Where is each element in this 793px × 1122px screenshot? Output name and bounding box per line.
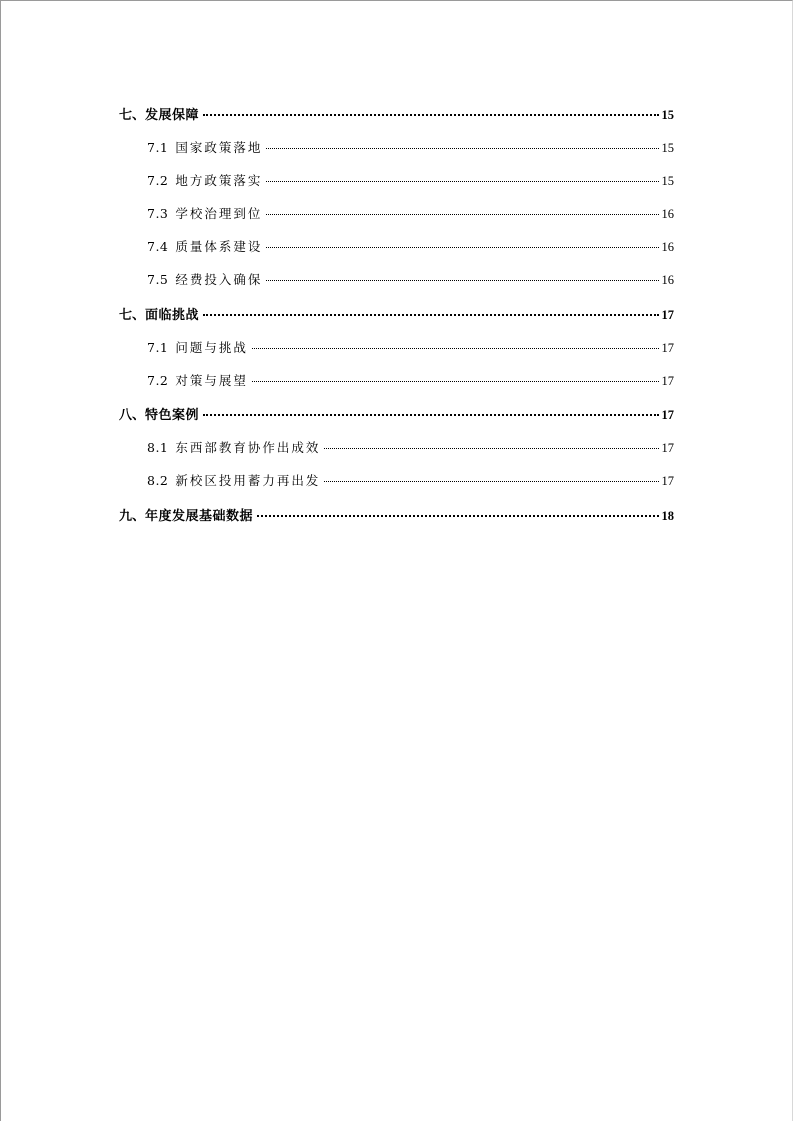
toc-dot-leader	[266, 178, 658, 182]
toc-entry-title: 年度发展基础数据	[145, 509, 254, 524]
toc-entry-number: 八、	[119, 408, 146, 423]
toc-entry-page: 15	[661, 141, 674, 155]
toc-entry-number: 九、	[119, 509, 146, 524]
toc-dot-leader	[257, 512, 658, 517]
toc-entry-title: 经费投入确保	[175, 272, 263, 287]
toc-entry-7-2[interactable]	[147, 171, 674, 189]
toc-entry-8-2[interactable]	[147, 471, 674, 489]
toc-entry-section-7-guarantee[interactable]	[119, 104, 674, 123]
toc-entry-title: 地方政策落实	[175, 173, 263, 188]
toc-entry-title: 国家政策落地	[175, 140, 263, 155]
toc-entry-title: 新校区投用蓄力再出发	[175, 473, 321, 488]
toc-entry-page: 17	[661, 408, 674, 422]
toc-entry-7-3[interactable]	[147, 204, 674, 222]
toc-entry-number: 7.4	[147, 239, 169, 254]
toc-entry-number: 7.1	[147, 340, 169, 355]
toc-entry-page: 17	[661, 341, 674, 355]
toc-entry-number: 七、	[119, 308, 146, 323]
toc-entry-title: 发展保障	[145, 108, 200, 123]
toc-entry-section-7-challenges[interactable]	[119, 304, 674, 323]
toc-entry-page: 17	[661, 441, 674, 455]
toc-entry-page: 17	[661, 474, 674, 488]
toc-dot-leader	[266, 145, 658, 149]
toc-entry-8-1[interactable]	[147, 438, 674, 456]
toc-entry-section-9[interactable]	[119, 505, 674, 524]
toc-entry-title: 问题与挑战	[175, 340, 248, 355]
toc-dot-leader	[252, 378, 659, 382]
toc-entry-page: 16	[661, 207, 674, 221]
toc-entry-page: 17	[661, 374, 674, 388]
toc-dot-leader	[266, 244, 658, 248]
toc-entry-title: 质量体系建设	[175, 239, 263, 254]
toc-dot-leader	[266, 211, 658, 215]
toc-entry-number: 7.2	[147, 373, 169, 388]
toc-entry-title: 特色案例	[145, 408, 200, 423]
toc-entry-7-1[interactable]	[147, 138, 674, 156]
toc-entry-page: 17	[661, 308, 674, 322]
toc-entry-number: 8.1	[147, 440, 169, 455]
toc-entry-7-2-outlook[interactable]	[147, 371, 674, 389]
toc-dot-leader	[203, 311, 658, 316]
toc-entry-number: 7.2	[147, 173, 169, 188]
toc-dot-leader	[252, 345, 659, 349]
toc-dot-leader	[324, 478, 658, 482]
toc-entry-title: 东西部教育协作出成效	[175, 440, 321, 455]
toc-dot-leader	[203, 111, 658, 116]
toc-entry-page: 15	[661, 108, 674, 122]
toc-entry-title: 面临挑战	[145, 308, 200, 323]
toc-entry-page: 16	[661, 273, 674, 287]
toc-entry-number: 7.5	[147, 272, 169, 287]
toc-entry-7-5[interactable]	[147, 270, 674, 288]
toc-entry-number: 7.1	[147, 140, 169, 155]
toc-entry-7-1-challenges[interactable]	[147, 338, 674, 356]
toc-entry-page: 18	[661, 509, 674, 523]
toc-entry-title: 对策与展望	[175, 373, 248, 388]
toc-entry-title: 学校治理到位	[175, 206, 263, 221]
toc-entry-page: 15	[661, 174, 674, 188]
toc-entry-number: 七、	[119, 108, 146, 123]
toc-dot-leader	[266, 277, 658, 281]
toc-entry-section-8[interactable]	[119, 404, 674, 423]
toc-dot-leader	[203, 411, 658, 416]
toc-entry-number: 8.2	[147, 473, 169, 488]
toc-entry-7-4[interactable]	[147, 237, 674, 255]
toc-entry-page: 16	[661, 240, 674, 254]
toc-entry-number: 7.3	[147, 206, 169, 221]
toc-dot-leader	[324, 445, 658, 449]
